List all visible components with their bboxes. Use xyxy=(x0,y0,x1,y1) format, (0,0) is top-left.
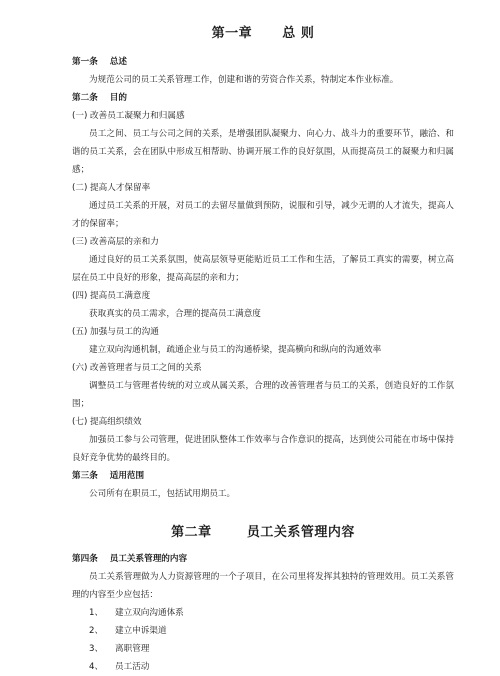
list-item xyxy=(72,604,454,622)
section-7-title: (七) 提高组织绩效 xyxy=(72,417,142,427)
chapter-1-title: 第一章 总 则 xyxy=(211,26,315,41)
article-3-heading: 第三条 适用范围 xyxy=(72,471,145,481)
section-6-title: (六) 改善管理者与员工之间的关系 xyxy=(72,363,202,373)
list-item-number: 2、 xyxy=(89,626,104,636)
section-2-text: 通过员工关系的开展，对员工的去留尽量做到预防，说服和引导，减少无谓的人才流失，提高人才的保留率； xyxy=(72,201,454,229)
article-4-heading: 第四条 员工关系管理的内容 xyxy=(72,554,188,564)
list-item xyxy=(72,622,454,640)
article-2-heading: 第二条 目的 xyxy=(72,93,127,103)
list-item-text: 建立双向沟通体系 xyxy=(115,608,184,618)
chapter-2-title: 第二章 员工关系管理内容 xyxy=(171,525,355,540)
article-1-heading: 第一条 总述 xyxy=(72,57,127,67)
list-item xyxy=(72,658,454,676)
section-4-title: (四) 提高员工满意度 xyxy=(72,291,151,301)
list-item xyxy=(72,640,454,658)
list-item-text: 离职管理 xyxy=(115,644,150,654)
section-2-title: (二) 提高人才保留率 xyxy=(72,183,151,193)
section-3-text: 通过良好的员工关系氛围，使高层领导更能贴近员工工作和生活，了解员工真实的需要，树立高层在员工中良好的形象，提高高层的亲和力； xyxy=(72,255,454,283)
article-3-text: 公司所有在职员工，包括试用期员工。 xyxy=(89,489,236,499)
article-1-text: 为规范公司的员工关系管理工作，创建和谐的劳资合作关系，特制定本作业标准。 xyxy=(89,75,399,85)
list-item-number: 3、 xyxy=(89,644,104,654)
list-item-number: 4、 xyxy=(89,662,104,672)
section-1-text: 员工之间、员工与公司之间的关系，是增强团队凝聚力、向心力、战斗力的重要环节，融洽、和谐的员工关系，会在团队中形成互相帮助、协调开展工作的良好氛围，从而提高员工的凝聚力和归属感； xyxy=(72,129,454,175)
list-item-text: 建立申诉渠道 xyxy=(115,626,167,636)
section-4-text: 获取真实的员工需求，合理的提高员工满意度 xyxy=(89,309,261,319)
list-item-text: 员工活动 xyxy=(115,662,150,672)
section-5-title: (五) 加强与员工的沟通 xyxy=(72,327,159,337)
list-item-number: 1、 xyxy=(89,608,104,618)
article-4-text: 员工关系管理做为人力资源管理的一个子项目，在公司里将发挥其独特的管理效用。员工关系管理的内容至少应包括： xyxy=(72,572,454,600)
section-6-text: 调整员工与管理者传统的对立或从属关系，合理的改善管理者与员工的关系，创造良好的工作氛围； xyxy=(72,381,454,409)
section-1-title: (一) 改善员工凝聚力和归属感 xyxy=(72,111,185,121)
section-3-title: (三) 改善高层的亲和力 xyxy=(72,237,159,247)
section-7-text: 加强员工参与公司管理，促进团队整体工作效率与合作意识的提高，达到使公司能在市场中保持良好竞争优势的最终目的。 xyxy=(72,435,454,463)
section-5-text: 建立双向沟通机制，疏通企业与员工的沟通桥梁，提高横向和纵向的沟通效率 xyxy=(89,345,382,355)
